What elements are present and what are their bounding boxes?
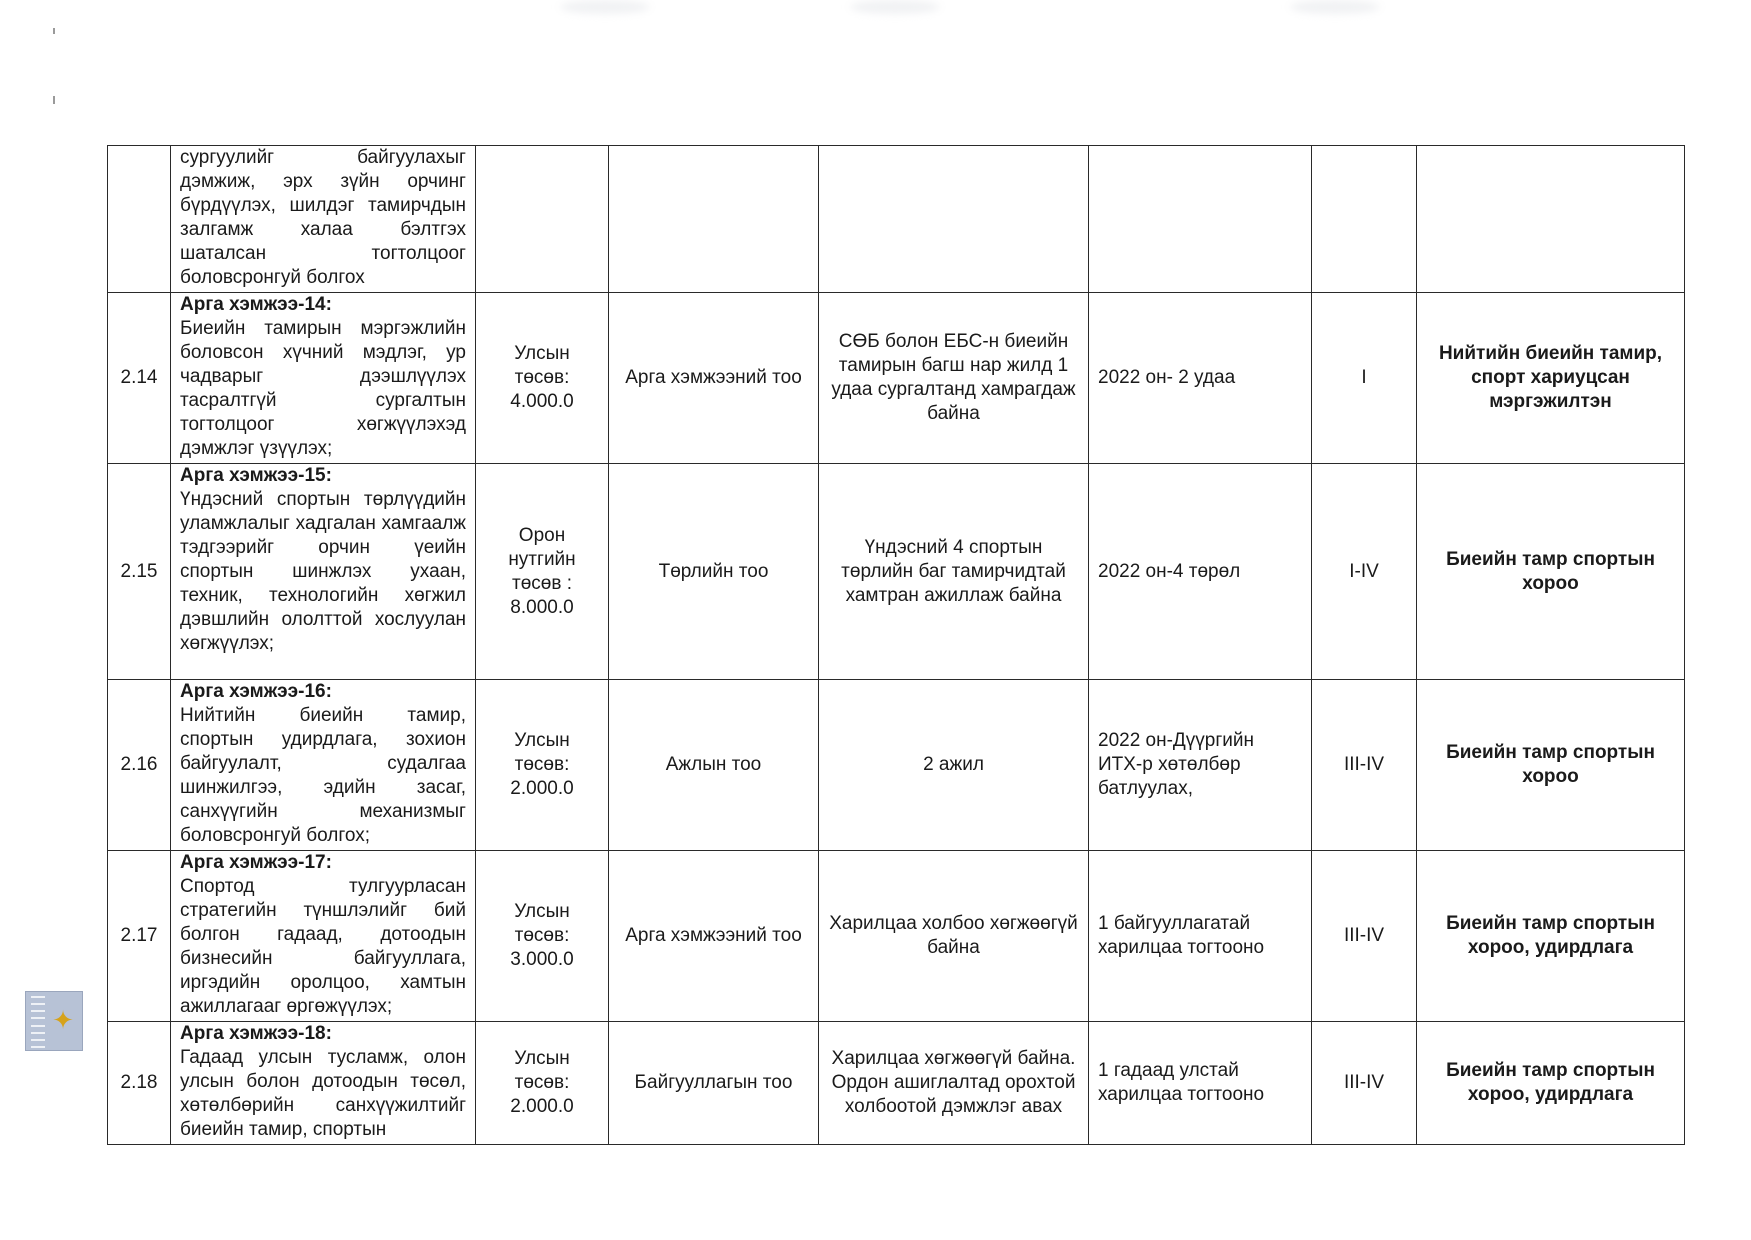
responsible-cell: Биеийн тамр спортын хороо: [1417, 464, 1685, 680]
activity-description: [171, 851, 476, 1022]
row-number: [108, 146, 171, 293]
activity-title: Арга хэмжээ-18:: [180, 1023, 332, 1044]
row-number: 2.14: [108, 293, 171, 464]
budget-cell: Орон нутгийн төсөв : 8.000.0: [476, 464, 609, 680]
indicator-cell: Арга хэмжээний тоо: [609, 851, 819, 1022]
phase-cell: [1312, 146, 1417, 293]
mongolian-government-emblem-icon: [25, 991, 83, 1051]
target-cell: 2022 он- 2 удаа: [1089, 293, 1312, 464]
budget-cell: Улсын төсөв: 2.000.0: [476, 680, 609, 851]
emblem-lettering: [31, 996, 45, 1048]
activity-description: [171, 464, 476, 680]
budget-cell: [476, 146, 609, 293]
table-row: [108, 851, 1685, 1022]
responsible-cell: Биеийн тамр спортын хороо, удирдлага: [1417, 851, 1685, 1022]
responsible-cell: Биеийн тамр спортын хороо: [1417, 680, 1685, 851]
soyombo-symbol: ✦: [52, 1006, 74, 1036]
action-plan-table: [107, 145, 1685, 1145]
activity-title: Арга хэмжээ-16:: [180, 681, 332, 702]
baseline-cell: 2 ажил: [819, 680, 1089, 851]
table-row: [108, 293, 1685, 464]
activity-description: [171, 293, 476, 464]
table-row: [108, 1022, 1685, 1145]
budget-cell: Улсын төсөв: 2.000.0: [476, 1022, 609, 1145]
indicator-cell: Ажлын тоо: [609, 680, 819, 851]
indicator-cell: [609, 146, 819, 293]
activity-title: Арга хэмжээ-15:: [180, 465, 332, 486]
indicator-cell: Арга хэмжээний тоо: [609, 293, 819, 464]
target-cell: 2022 он-4 төрөл: [1089, 464, 1312, 680]
table-row: [108, 680, 1685, 851]
phase-cell: III-IV: [1312, 680, 1417, 851]
baseline-cell: Үндэсний 4 спортын төрлийн баг тамирчидтай хамтран ажиллаж байна: [819, 464, 1089, 680]
phase-cell: III-IV: [1312, 1022, 1417, 1145]
budget-cell: Улсын төсөв: 3.000.0: [476, 851, 609, 1022]
activity-text: Спортод тулгуурласан стратегийн түншлэлийг бий болгон гадаад, дотоодын бизнесийн байгууллага, иргэдийн оролцоо, хамтын ажиллагааг өргөжүүлэх;: [180, 876, 466, 1017]
row-number: 2.15: [108, 464, 171, 680]
activity-text: Гадаад улсын тусламж, олон улсын болон дотоодын төсөл, хөтөлбөрийн санхүүжилтийг биеийн тамир, спортын: [180, 1047, 466, 1140]
activity-title: Арга хэмжээ-17:: [180, 852, 332, 873]
row-number: 2.18: [108, 1022, 171, 1145]
target-cell: 1 гадаад улстай харилцаа тогтооно: [1089, 1022, 1312, 1145]
baseline-cell: Харилцаа хөгжөөгүй байна. Ордон ашиглалтад орохтой холбоотой дэмжлэг авах: [819, 1022, 1089, 1145]
responsible-cell: Нийтийн биеийн тамир, спорт хариуцсан мэргэжилтэн: [1417, 293, 1685, 464]
activity-text: Биеийн тамирын мэргэжлийн боловсон хүчний мэдлэг, ур чадварыг дээшлүүлэх тасралтгүй сургалтын тогтолцоог хөгжүүлэхэд дэмжлэг үзүүлэх;: [180, 318, 466, 459]
scan-artifact: [1290, 0, 1380, 14]
phase-cell: I: [1312, 293, 1417, 464]
scan-artifact: [53, 96, 55, 104]
target-cell: [1089, 146, 1312, 293]
phase-cell: III-IV: [1312, 851, 1417, 1022]
table-row: [108, 146, 1685, 293]
budget-cell: Улсын төсөв: 4.000.0: [476, 293, 609, 464]
activity-description: [171, 680, 476, 851]
target-cell: 1 байгууллагатай харилцаа тогтооно: [1089, 851, 1312, 1022]
responsible-cell: Биеийн тамр спортын хороо, удирдлага: [1417, 1022, 1685, 1145]
row-number: 2.17: [108, 851, 171, 1022]
baseline-cell: СӨБ болон ЕБС-н биеийн тамирын багш нар жилд 1 удаа сургалтанд хамрагдаж байна: [819, 293, 1089, 464]
activity-text: Нийтийн биеийн тамир, спортын удирдлага, зохион байгуулалт, судалгаа шинжилгээ, эдийн засаг, санхүүгийн механизмыг боловсронгуй болгох;: [180, 705, 466, 846]
activity-text: сургуулийг байгуулахыг дэмжиж, эрх зүйн орчинг бүрдүүлэх, шилдэг тамирчдын залгамж халаа бэлтгэх шаталсан тогтолцоог боловсронгуй болгох: [180, 147, 466, 288]
baseline-cell: Харилцаа холбоо хөгжөөгүй байна: [819, 851, 1089, 1022]
baseline-cell: [819, 146, 1089, 293]
phase-cell: I-IV: [1312, 464, 1417, 680]
responsible-cell: [1417, 146, 1685, 293]
indicator-cell: Байгууллагын тоо: [609, 1022, 819, 1145]
indicator-cell: Төрлийн тоо: [609, 464, 819, 680]
activity-title: Арга хэмжээ-14:: [180, 294, 332, 315]
activity-text: Үндэсний спортын төрлүүдийн уламжлалыг хадгалан хамгаалж тэдгээрийг орчин үеийн спортын шинжлэх ухаан, техник, технологийн хөгжил дэвшлийн ололттой хослуулан хөгжүүлэх;: [180, 489, 466, 654]
activity-description: [171, 146, 476, 293]
scan-artifact: [850, 0, 940, 14]
activity-description: [171, 1022, 476, 1145]
table-row: [108, 464, 1685, 680]
row-number: 2.16: [108, 680, 171, 851]
scan-artifact: [53, 28, 55, 34]
target-cell: 2022 он-Дүүргийн ИТХ-р хөтөлбөр батлуулах,: [1089, 680, 1312, 851]
scan-artifact: [560, 0, 650, 14]
